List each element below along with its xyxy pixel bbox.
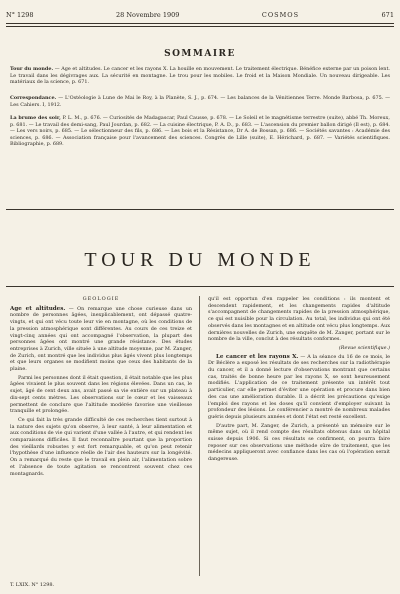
sommaire-bottom-rule <box>6 209 394 210</box>
paragraph-text: — A la séance du 16 de ce mois, le Dr Béclère a exposé les résultats de ses recherches sur la radiothérapie du cancer, et il a donné lecture d'observations montrant que certains cas, traités de bonne heure par les rayons X, se sont heureusement modifiés. L'application de ce traitement présente un intérêt tout particulier, car elle permet d'éviter une opération et procure dans bien des cas une amélioration durable. Il a décrit les précautions qu'exige l'emploi des rayons et les doses qu'il convient d'employer suivant la profondeur des lésions. Le conférencier a montré de nombreux malades guéris depuis plusieurs années et dont l'état est resté excellent. <box>208 353 390 420</box>
right-column <box>208 296 390 576</box>
paragraph <box>10 417 192 477</box>
section-title: TOUR DU MONDE <box>84 249 316 271</box>
paragraph-text: Ce qui fait la très grande difficulté de ces recherches tient surtout à la nature des sujets qu'on observe, à leur santé, à leur alimentation et aux conditions de vie qui varient d'une vallée à l'autre, et qui rendent les comparaisons difficiles. Il faut reconnaître pourtant que la proportion des vieillards robustes y est fort remarquable, et qu'on peut retenir l'hypothèse d'une influence réelle de l'air des hauteurs sur la longévité. On a remarqué du reste que le travail en plein air, l'alimentation sobre et l'absence de toute agitation se rencontrent souvent chez ces montagnards. <box>10 416 192 477</box>
page-footer: T. LXIX. N° 1298. <box>10 582 55 588</box>
sommaire-entry-lead: Tour du monde. <box>10 66 54 72</box>
sommaire-heading: SOMMAIRE <box>164 49 236 59</box>
paragraph <box>208 423 390 463</box>
left-column <box>10 296 192 576</box>
paragraph-text: D'autre part, M. Zanger, de Zurich, a présenté un mémoire sur le même sujet, où il rend compte des résultats obtenus dans un hôpital suisse depuis 1906. Si ces résultats se confirment, on pourra faire reposer sur ces observations une méthode sûre de traitement, que les médecins appliqueront avec confiance dans les cas où l'opération serait dangereuse. <box>208 422 390 463</box>
paragraph-text: — On remarque une chose curieuse dans un nombre de personnes âgées, inexplicablement, ont dépassé quatre-vingts, et qui ont vécu toute leur vie en montagne, où les conditions de la pression atmosphérique sont différentes. Au cours de ces treize et vingt-cinq années qui ont accompagné l'observation, la plupart des personnes âgées ont montré une grande résistance. Des études entreprises à Zurich, ville située à une altitude moyenne, par M. Zanger, de Zurich, ont montré que les individus plus âgés vivent plus longtemps et que leurs organes se modifient moins que ceux des habitants de la plaine. <box>10 305 192 373</box>
paragraph <box>10 375 192 415</box>
running-header <box>6 10 394 20</box>
sommaire-entry-articles <box>10 115 390 148</box>
paragraph <box>208 296 390 343</box>
sommaire-entry-lead: La brume des soir, <box>10 115 61 121</box>
paragraph-text: qu'il est opportun d'en rappeler les conditions : ils montent et descendent rapidement, et les changements rapides d'altitude s'accompagnent de changements rapides de la pression atmosphérique, ce qui est nuisible pour la circulation. Au total, les individus qui ont été observés dans les montagnes et en altitude ont vécu plus longtemps. Aux dernières nouvelles de Zurich, une enquête de M. Zanger, portant sur le nombre de la ville, conclut à des résultats conformes. <box>208 296 390 343</box>
sommaire-entry-lead: Correspondance. <box>10 95 57 101</box>
title-rule <box>6 286 394 287</box>
header-rule <box>6 23 394 24</box>
header-rule-thin <box>6 26 394 27</box>
page-number: 671 <box>381 11 394 19</box>
paragraph <box>208 354 390 421</box>
sommaire-entry-text: — Age et altitudes. Le cancer et les rayons X. La houille en mouvement. Le traitement électrique. Bénéfice externe par un poison lent. Le travail dans les dégivrages aux. La sécurité en montagne. Le trou pour les mobiles. Le froid et la Maison Mondiale. Un nouveau dirigeable. Les matériaux de la science, p. 671. <box>10 66 390 86</box>
column-header: GÉOLOGIE <box>82 296 120 302</box>
paragraph-heading: Age et altitudes. <box>10 305 66 312</box>
issue-number: N° 1298 <box>6 11 34 19</box>
paragraph <box>10 306 192 373</box>
sommaire-entry-text: P. L. M., p. 676. — Curiosités de Madagascar, Paul Causse, p. 678. — Le Soleil et le magnétisme terrestre (suite), abbé Th. Moreux, p. 681. — Le travail des demi-sang, Paul Jourdan, p. 682. — La cuisine électrique, P. A. D., p. 683. — L'ascension du premier ballon dirigé (Il est), p. 684. — Les vers noirs, p. 685. — Le sélectionneur des fils, p. 686. — Les bois et la Résistance, Dr A. de Bossan, p. 686. — Sociétés savantes : Académie des sciences, p. 686. — Association française pour l'avancement des sciences. Congrès de Lille (suite), E. Hérichard, p. 687. — Variétés scientifiques. Bibliographie, p. 689. <box>10 115 390 148</box>
journal-name: COSMOS <box>261 11 300 19</box>
issue-date: 28 Novembre 1909 <box>116 11 180 19</box>
column-divider <box>199 296 200 576</box>
sommaire-entry-text: — L'Ostéologie à Lune de Mai le Roy, à la Planète, S. J., p. 674. — Les balances de la Vénitiennes Terre. Monde Barbosa, p. 675. — Les Cahiers. I, 1912. <box>10 95 390 108</box>
paragraph-heading: Le cancer et les rayons X. <box>216 353 299 360</box>
citation-text: (Revue scientifique.) <box>338 344 390 351</box>
source-citation <box>208 345 390 352</box>
sommaire-entry-correspondance <box>10 95 390 108</box>
paragraph-text: Parmi les personnes dont il était question, il était notable que les plus âgées vivaient le plus souvent dans les régions élevées. Dans un cas, le sujet, âgé de cent deux ans, avait passé sa vie entière sur un plateau à dix-sept cents mètres. Les observations sur le cœur et les vaisseaux permettent de conclure que l'altitude modérée favorise une vieillesse tranquille et prolongée. <box>10 374 192 415</box>
sommaire-entry-tour <box>10 66 390 86</box>
